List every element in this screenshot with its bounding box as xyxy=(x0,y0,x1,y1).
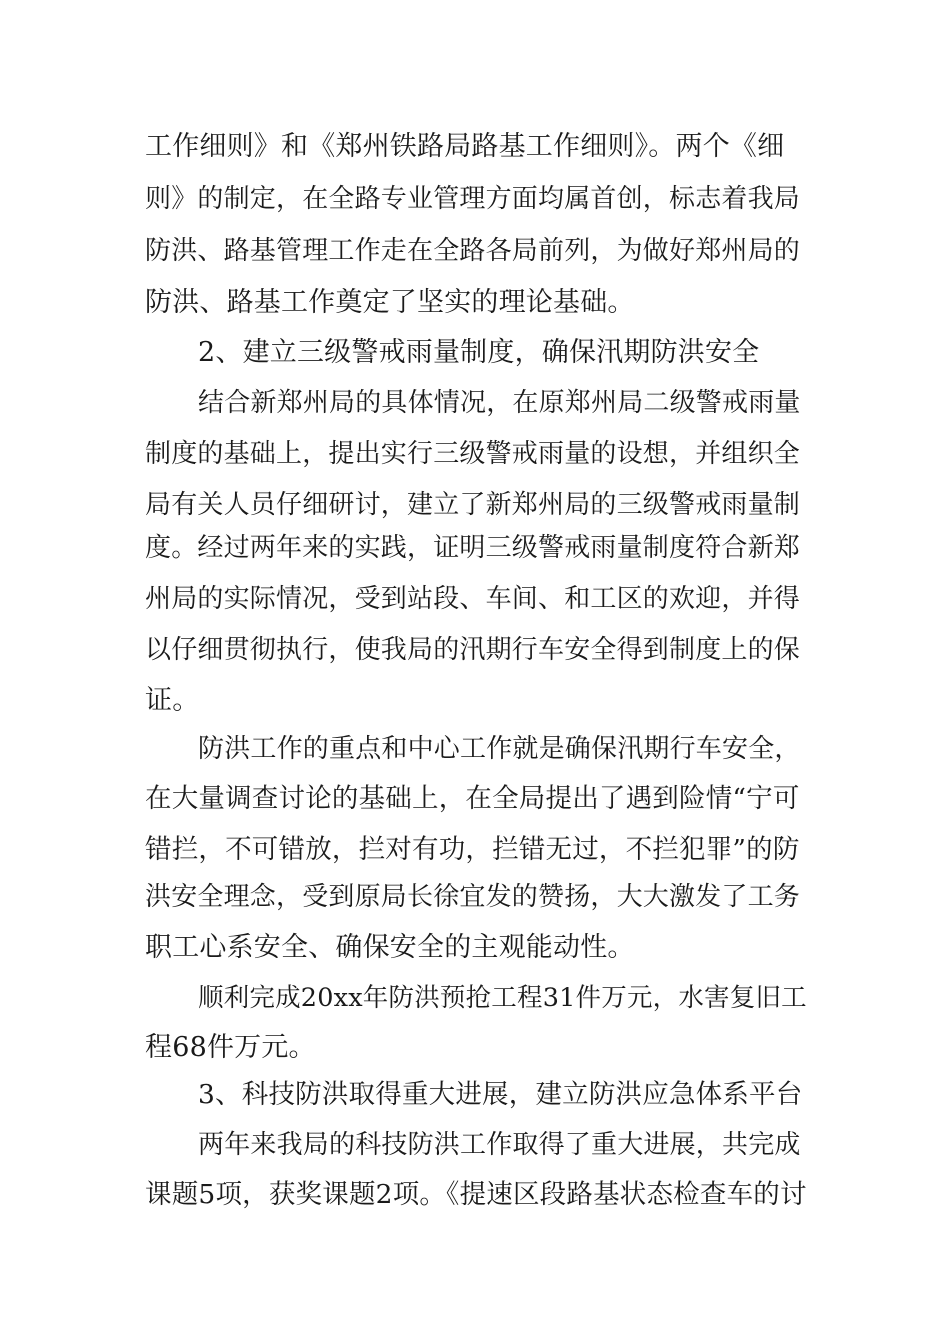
text-line: 制度的基础上，提出实行三级警戒雨量的设想，并组织全 xyxy=(145,439,801,469)
text-line: 防洪、路基管理工作走在全路各局前列，为做好郑州局的 xyxy=(145,236,801,266)
text-line: 度。经过两年来的实践，证明三级警戒雨量制度符合新郑 xyxy=(145,533,801,563)
text-line: 结合新郑州局的具体情况，在原郑州局二级警戒雨量 xyxy=(198,388,801,418)
text-line: 程68件万元。 xyxy=(145,1032,316,1063)
text-line: 顺利完成20xx年防洪预抢工程31件万元，水害复旧工 xyxy=(198,983,807,1013)
text-line: 证。 xyxy=(145,685,200,716)
text-line: 防洪、路基工作奠定了坚实的理论基础。 xyxy=(145,287,635,318)
text-line: 课题5项，获奖课题2项。《提速区段路基状态检查车的讨 xyxy=(145,1179,807,1210)
text-line: 工作细则》和《郑州铁路局路基工作细则》。两个《细 xyxy=(145,131,785,162)
text-line: 局有关人员仔细研讨，建立了新郑州局的三级警戒雨量制 xyxy=(145,490,801,520)
text-line: 以仔细贯彻执行，使我局的汛期行车安全得到制度上的保 xyxy=(145,635,801,665)
text-line: 洪安全理念，受到原局长徐宜发的赞扬，大大激发了工务 xyxy=(145,882,801,912)
text-line: 职工心系安全、确保安全的主观能动性。 xyxy=(145,932,635,963)
text-line: 错拦，不可错放，拦对有功，拦错无过，不拦犯罪”的防 xyxy=(145,834,800,865)
text-line: 则》的制定，在全路专业管理方面均属首创，标志着我局 xyxy=(145,184,801,214)
text-line: 在大量调查讨论的基础上，在全局提出了遇到险情“宁可 xyxy=(145,783,800,814)
section-heading: 3、科技防洪取得重大进展，建立防洪应急体系平台 xyxy=(198,1079,803,1110)
text-line: 防洪工作的重点和中心工作就是确保汛期行车安全， xyxy=(198,734,801,764)
text-line: 两年来我局的科技防洪工作取得了重大进展，共完成 xyxy=(198,1130,801,1160)
text-line: 州局的实际情况，受到站段、车间、和工区的欢迎，并得 xyxy=(145,584,801,614)
section-heading: 2、建立三级警戒雨量制度，确保汛期防洪安全 xyxy=(198,337,760,368)
